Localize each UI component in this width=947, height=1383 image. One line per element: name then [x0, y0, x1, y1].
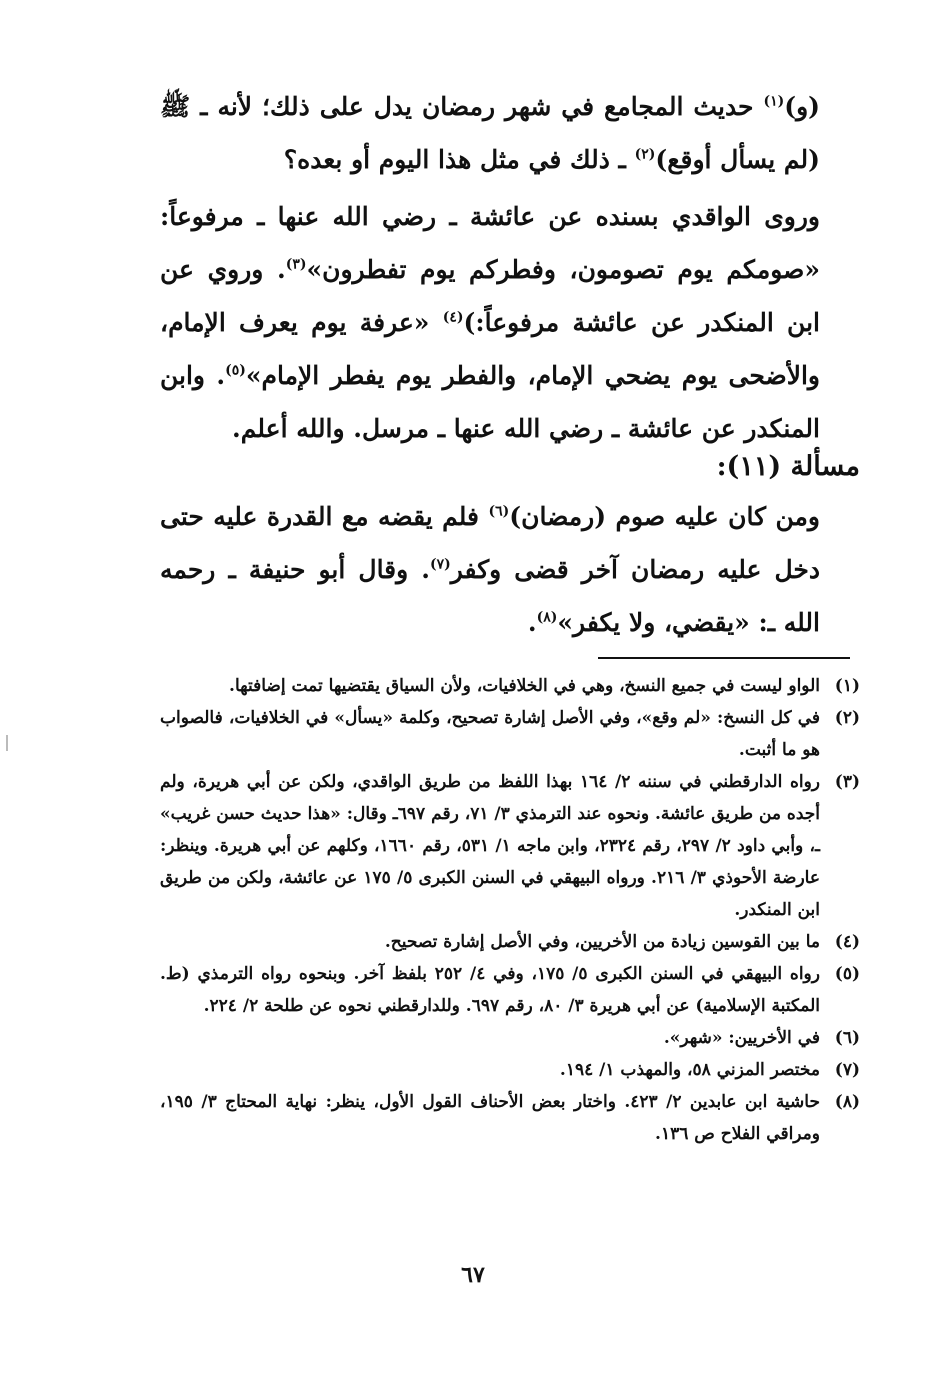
footnote-ref-2[interactable]: (٢) — [634, 146, 656, 163]
paragraph-3-part-4: . — [527, 608, 537, 637]
paragraph-3-part-3: . وقال أبو حنيفة ـ رحمه الله ـ: «يقضي، ولا يكفر» — [160, 555, 820, 637]
paragraph-1-text — [160, 80, 860, 186]
footnote-number: (٢) — [834, 708, 860, 728]
footnote-7 — [160, 1054, 860, 1086]
footnote-number: (٦) — [834, 1028, 860, 1048]
paragraph-2-text — [160, 190, 860, 455]
paragraph-1 — [160, 80, 860, 186]
paragraph-1-part-3: ـ ذلك في مثل هذا اليوم أو بعده؟ — [283, 145, 635, 174]
footnote-text: مختصر المزني ٥٨، والمهذب ١/ ١٩٤. — [559, 1060, 820, 1080]
footnote-3 — [160, 766, 860, 926]
footnote-number: (١) — [834, 676, 860, 696]
paragraph-3-text — [160, 490, 860, 649]
footnote-2 — [160, 702, 860, 766]
issue-heading: مسألة (١١): — [716, 451, 860, 482]
paragraph-3-part-1: ومن كان عليه صوم (رمضان) — [509, 502, 821, 531]
footnotes-section — [160, 670, 860, 1150]
footnote-text: الواو ليست في جميع النسخ، وهي في الخلافيات، ولأن السياق يقتضيها تمت إضافتها. — [229, 676, 820, 696]
footnote-number: (٤) — [834, 932, 860, 952]
footnote-ref-6[interactable]: (٦) — [488, 503, 510, 520]
footnote-ref-1[interactable]: (١) — [763, 93, 785, 110]
footnote-8 — [160, 1086, 860, 1150]
paragraph-2-part-1: وروى الواقدي بسنده عن عائشة ـ رضي الله عنها ـ مرفوعاً: «صومكم يوم تصومون، وفطركم يوم تفطرون» — [160, 202, 820, 284]
footnote-ref-4[interactable]: (٤) — [442, 309, 464, 326]
footnote-number: (٣) — [834, 772, 860, 792]
footnote-1 — [160, 670, 860, 702]
paragraph-1-part-1: (و) — [784, 92, 820, 121]
footnote-ref-3[interactable]: (٣) — [285, 256, 307, 273]
footnote-6 — [160, 1022, 860, 1054]
footnote-text: رواه البيهقي في السنن الكبرى ٥/ ١٧٥، وفي ٤/ ٢٥٢ بلفظ آخر. وبنحوه رواه الترمذي (ط. المكتبة الإسلامية) عن أبي هريرة ٣/ ٨٠، رقم ٦٩٧. وللدارقطني نحوه عن طلحة ٢/ ٢٢٤. — [160, 964, 820, 1016]
footnote-4 — [160, 926, 860, 958]
footnote-number: (٥) — [834, 964, 860, 984]
margin-mark — [6, 735, 8, 751]
footnote-number: (٨) — [834, 1092, 860, 1112]
paragraph-1-part-2: حديث المجامع في شهر رمضان يدل على ذلك؛ لأنه ـ ﷺ (لم يسأل أوقع) — [160, 92, 820, 174]
paragraph-3 — [160, 490, 860, 649]
footnote-text: في كل النسخ: «لم وقع»، وفي الأصل إشارة تصحيح، وكلمة «يسأل» في الخلافيات، فالصواب هو ما أثبت. — [160, 708, 820, 760]
footnote-separator — [598, 657, 850, 659]
footnote-text: رواه الدارقطني في سننه ٢/ ١٦٤ بهذا اللفظ من طريق الواقدي، ولكن عن أبي هريرة، ولم أجده من طريق عائشة. ونحوه عند الترمذي ٣/ ٧١، رقم ٦٩٧ـ وقال: «هذا حديث حسن غريب» ـ، وأبي داود ٢/ ٢٩٧، رقم ٢٣٢٤، وابن ماجه ١/ ٥٣١، رقم ١٦٦٠، وكلهم عن أبي هريرة. وينظر: عارضة الأحوذي ٣/ ٢١٦. ورواه البيهقي في السنن الكبرى ٥/ ١٧٥ عن عائشة، ولكن من طريق ابن المنكدر. — [160, 772, 820, 920]
page-number: ٦٧ — [461, 1262, 485, 1288]
footnote-ref-5[interactable]: (٥) — [225, 362, 246, 379]
paragraph-2 — [160, 190, 860, 455]
paragraph-3-part-2: فلم يقضه مع القدرة عليه حتى دخل عليه رمضان آخر قضى وكفر — [160, 502, 820, 584]
footnote-5 — [160, 958, 860, 1022]
footnote-ref-7[interactable]: (٧) — [429, 556, 451, 573]
footnote-text: ما بين القوسين زيادة من الأخريين، وفي الأصل إشارة تصحيح. — [384, 932, 820, 952]
paragraph-2-part-2: . وروي عن ابن المنكدر عن عائشة مرفوعاً:) — [160, 255, 820, 337]
footnote-number: (٧) — [834, 1060, 860, 1080]
paragraph-2-part-3: «عرفة يوم يعرف الإمام، والأضحى يوم يضحي الإمام، والفطر يوم يفطر الإمام» — [160, 308, 820, 390]
footnote-ref-8[interactable]: (٨) — [536, 609, 558, 626]
paragraph-2-part-4: . وابن المنكدر عن عائشة ـ رضي الله عنها ـ مرسل. والله أعلم. — [160, 361, 820, 443]
footnote-text: حاشية ابن عابدين ٢/ ٤٢٣. واختار بعض الأحناف القول الأول، ينظر: نهاية المحتاج ٣/ ١٩٥، ومراقي الفلاح ص ١٣٦. — [160, 1092, 820, 1144]
footnote-text: في الأخريين: «شهر». — [663, 1028, 820, 1048]
